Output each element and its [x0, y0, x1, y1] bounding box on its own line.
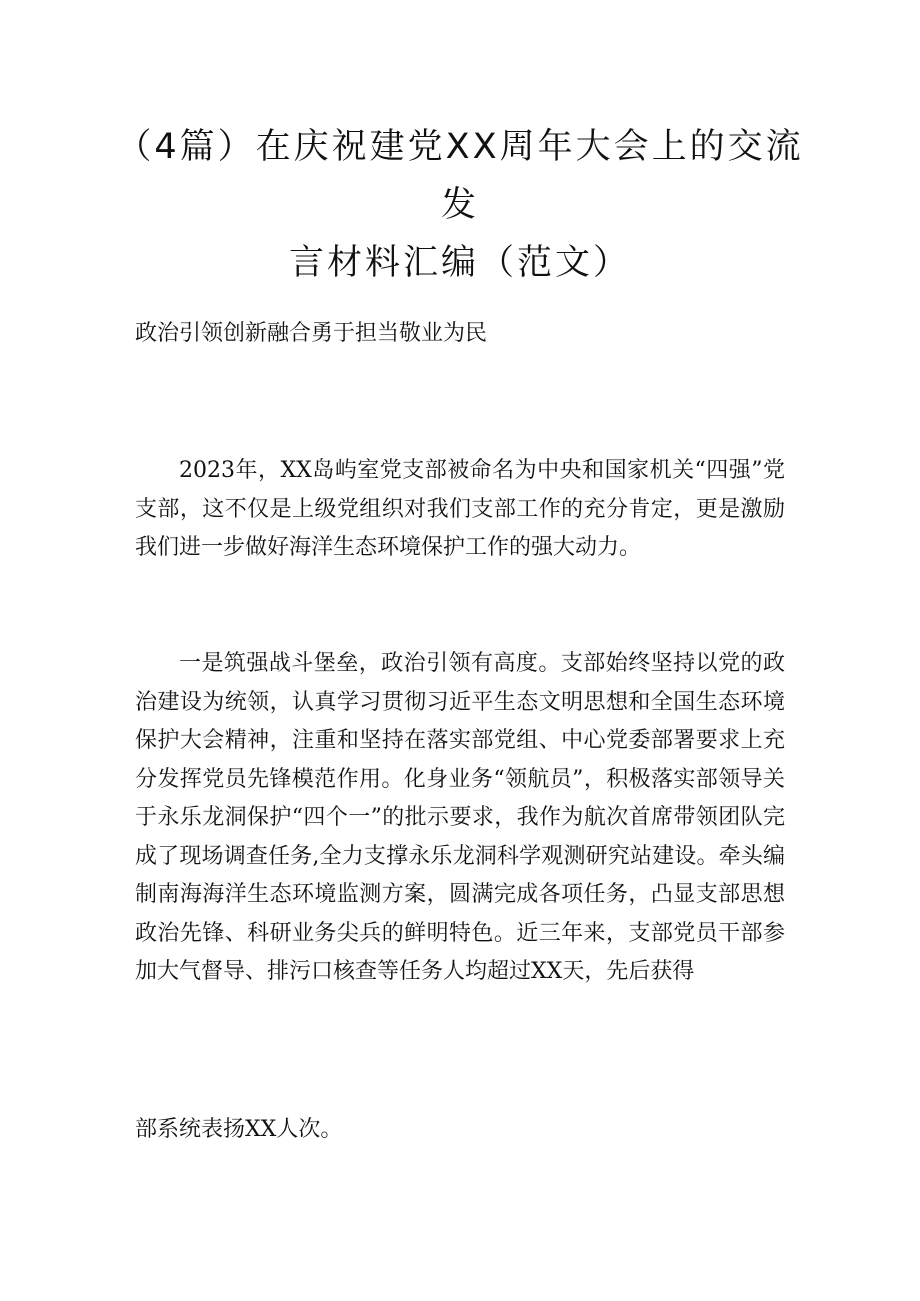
title-line-2: 言材料汇编（范文）: [288, 243, 631, 283]
body-paragraph-2: 一是筑强战斗堡垒，政治引领有高度。支部始终坚持以党的政治建设为统领，认真学习贯彻习近平生态文明思想和全国生态环境保护大会精神，注重和坚持在落实部党组、中心党委部署要求上充分发挥党员先锋模范作用。化身业务“领航员”，积极落实部领导关于永乐龙洞保护“四个一”的批示要求，我作为航次首席带领团队完成了现场调查任务,全力支撑永乐龙洞科学观测研究站建设。牵头编制南海海洋生态环境监测方案，圆满完成各项任务，凸显支部思想政治先锋、科研业务尖兵的鲜明特色。近三年来，支部党员干部参加大气督导、排污口核查等任务人均超过XX天，先后获得: [135, 651, 785, 984]
body-paragraph-1: 2023年，XX岛屿室党支部被命名为中央和国家机关“四强”党支部，这不仅是上级党组织对我们支部工作的充分肯定，更是激励我们进一步做好海洋生态环境保护工作的强大动力。: [135, 458, 785, 560]
title-line-1: （4篇）在庆祝建党XX周年大会上的交流发: [116, 127, 804, 225]
document-title: [100, 118, 820, 292]
body-paragraph-2-tail: 部系统表扬XX人次。: [135, 1117, 343, 1142]
section-subtitle: 政治引领创新融合勇于担当敬业为民: [135, 321, 488, 346]
